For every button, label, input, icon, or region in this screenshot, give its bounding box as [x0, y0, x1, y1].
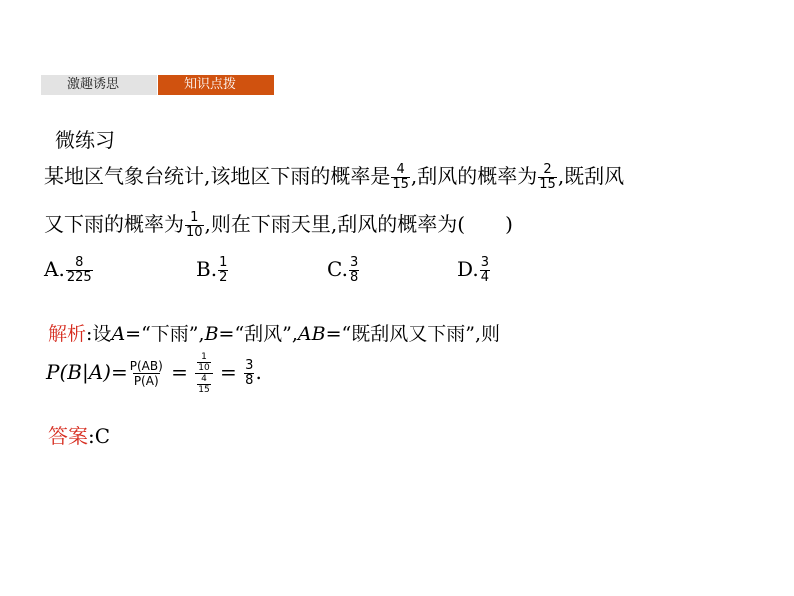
- fraction-den: 4: [480, 270, 489, 285]
- option-b[interactable]: [196, 256, 229, 285]
- fraction-den: 8: [245, 373, 254, 388]
- formula-line: [46, 352, 262, 395]
- option-b-fraction: [218, 256, 228, 285]
- fraction-den: 15: [198, 385, 210, 395]
- inner-fraction: [197, 352, 210, 373]
- option-label: D.: [457, 257, 479, 281]
- option-label: B.: [196, 257, 218, 281]
- inner-fraction: [197, 374, 210, 395]
- question-text: 某地区气象台统计,该地区下雨的概率是: [44, 164, 391, 188]
- fraction-rain: [391, 163, 410, 192]
- solution-colon: :: [86, 323, 93, 345]
- fraction-den: 10: [198, 363, 210, 373]
- solution-text: 设: [92, 323, 112, 345]
- formula-fraction: [129, 359, 164, 388]
- option-label: A.: [44, 257, 65, 281]
- fraction-num: 4: [396, 162, 405, 177]
- fraction-num: 3: [480, 255, 489, 270]
- fraction-den: 2: [219, 270, 228, 285]
- option-a[interactable]: [44, 256, 94, 285]
- fraction-num: 2: [543, 162, 552, 177]
- tab-bar: [41, 75, 274, 95]
- fraction-num: P(AB): [129, 359, 163, 373]
- question-text: 又下雨的概率为: [44, 212, 184, 236]
- period: .: [255, 360, 262, 384]
- fraction-num: 1: [219, 255, 228, 270]
- fraction-wind: [538, 163, 557, 192]
- fraction-den: 10: [186, 225, 203, 240]
- compound-den: [195, 373, 212, 395]
- fraction-num: 4: [201, 374, 207, 384]
- fraction-num: 1: [201, 352, 207, 362]
- equals-sign: =: [171, 360, 188, 384]
- question-text: ,则在下雨天里,刮风的概率为( ): [204, 212, 513, 236]
- option-c[interactable]: [327, 256, 360, 285]
- option-d[interactable]: [457, 256, 491, 285]
- answer-colon: :: [88, 424, 95, 448]
- answer-label: 答案: [48, 424, 88, 448]
- compound-fraction: [195, 352, 212, 395]
- section-title: 微练习: [55, 128, 115, 152]
- option-label: C.: [327, 257, 348, 281]
- question-line-2: [44, 208, 513, 240]
- fraction-den: P(A): [133, 374, 159, 388]
- var-b: B: [204, 323, 219, 345]
- result-fraction: [244, 359, 254, 388]
- question-text: ,既刮风: [557, 164, 625, 188]
- fraction-den: 15: [392, 177, 409, 192]
- solution-label: 解析: [48, 323, 87, 345]
- solution-text: =“刮风”,: [218, 323, 298, 345]
- question-text: ,刮风的概率为: [410, 164, 538, 188]
- fraction-num: 8: [75, 255, 84, 270]
- question-line-1: [44, 160, 624, 192]
- fraction-den: 15: [539, 177, 556, 192]
- option-a-fraction: [66, 256, 93, 285]
- fraction-num: 3: [245, 358, 254, 373]
- tab-knowledge[interactable]: 知识点拨: [158, 75, 274, 95]
- formula-lhs: P(B|A)=: [46, 360, 128, 384]
- fraction-num: 1: [190, 210, 199, 225]
- fraction-den: 8: [349, 270, 359, 285]
- fraction-num: 3: [349, 255, 359, 270]
- answer-value: C: [94, 424, 111, 448]
- answer-line: [48, 420, 110, 449]
- solution-text: =“下雨”,: [125, 323, 205, 345]
- equals-sign: =: [220, 360, 237, 384]
- option-c-fraction: [349, 256, 359, 285]
- tab-motivation[interactable]: 激趣诱思: [41, 75, 157, 95]
- solution-text: =“既刮风又下雨”,则: [325, 323, 500, 345]
- option-d-fraction: [480, 256, 490, 285]
- solution-line: [48, 319, 500, 346]
- fraction-both: [185, 211, 204, 240]
- compound-num: [195, 352, 212, 373]
- var-a: A: [111, 323, 126, 345]
- fraction-den: 225: [66, 270, 92, 285]
- var-ab: AB: [297, 323, 326, 345]
